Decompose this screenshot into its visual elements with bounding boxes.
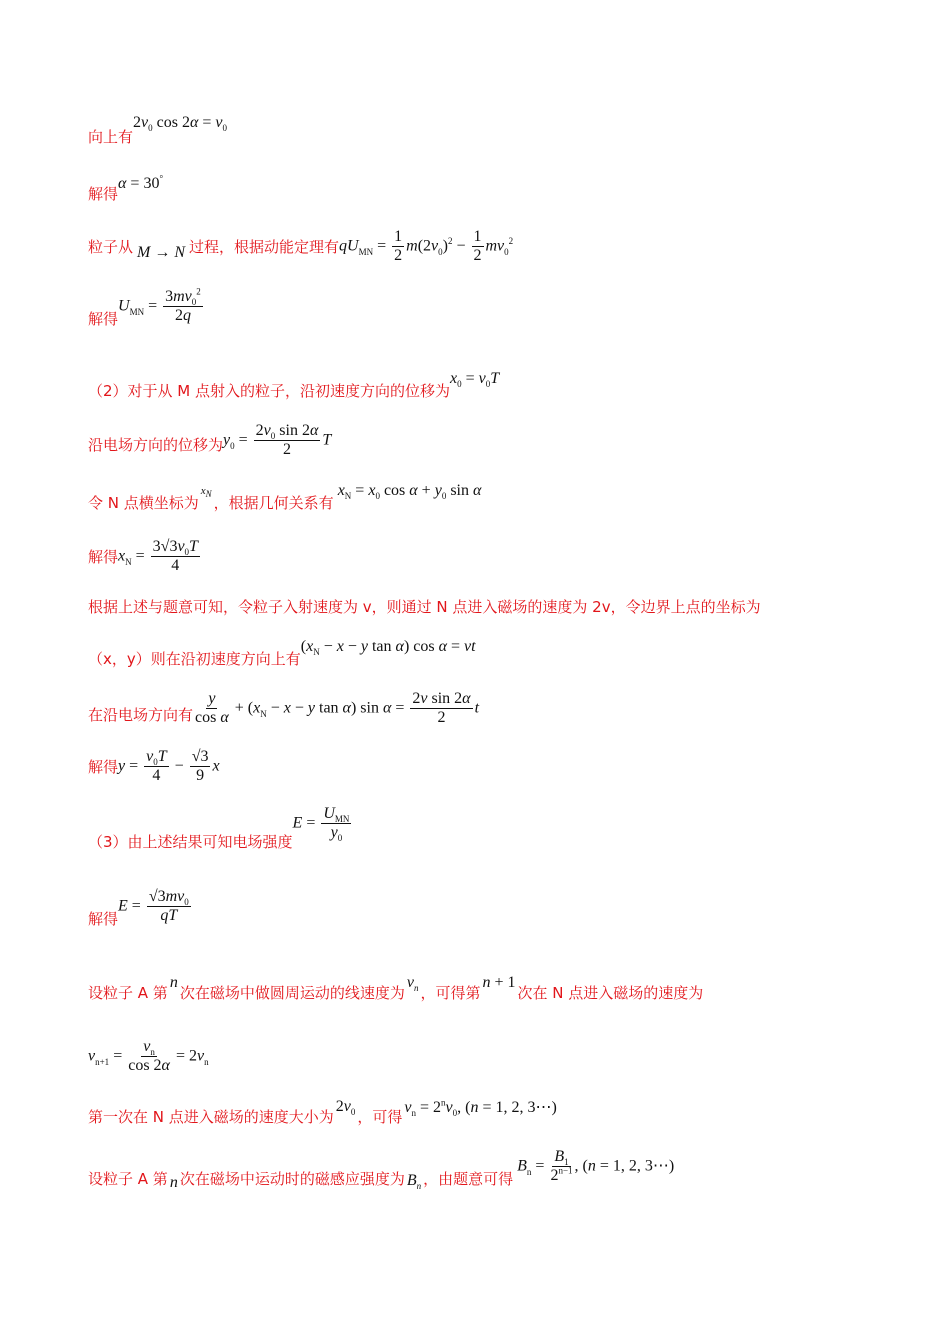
- var: $x_N$: [200, 484, 212, 499]
- text: 在沿电场方向有: [88, 706, 194, 725]
- line-9: [88, 596, 761, 617]
- formula: α = 30°: [118, 173, 164, 192]
- text: ，根据几何关系有: [213, 494, 334, 512]
- line-8: [88, 538, 202, 576]
- text: 次在磁场中运动时的磁感应强度为: [179, 1170, 405, 1189]
- line-7: [88, 480, 482, 512]
- text: 粒子从: [88, 238, 134, 257]
- formula: $\frac{y}{\text{cos α}}$ + ($x_N - x - y$ tan α) sin α = $\frac{\text{2v sin 2α}}{2}$ t: [195, 690, 480, 727]
- line-16: [88, 1038, 209, 1076]
- text: 设粒子 A 第: [88, 984, 168, 1002]
- var: $2v_0$: [335, 1097, 356, 1117]
- text: 次在 N 点进入磁场的速度为: [517, 984, 704, 1002]
- line-1: [88, 113, 227, 146]
- var: n + 1: [482, 973, 516, 991]
- text: 次在磁场中做圆周运动的线速度为: [179, 984, 405, 1002]
- line-13: [88, 805, 353, 852]
- text: 解得: [88, 548, 119, 567]
- text: ，由题意可得: [423, 1170, 514, 1189]
- text: 解得: [88, 910, 119, 929]
- formula: ($x_N - x - y$ tan α) cos α = vt: [300, 637, 476, 657]
- formula: E = $\frac{U_{MN}}{y_0}$: [292, 805, 350, 844]
- line-11: [88, 690, 479, 728]
- formula: $B_n$ = $\frac{B_1}{2^{n-1}}$ , (n = 1, 2, 3⋯): [517, 1148, 675, 1185]
- formula: $v_n = 2^nv_0$, (n = 1, 2, 3⋯): [404, 1097, 557, 1118]
- formula: $2v_0$ $\cos 2\alpha = v_0$: [133, 113, 227, 133]
- text: 第一次在 N 点进入磁场的速度大小为: [88, 1108, 334, 1126]
- line-14: [88, 888, 193, 929]
- text: 设粒子 A 第: [88, 1170, 168, 1189]
- var: n: [169, 973, 178, 991]
- line-4: [88, 286, 205, 329]
- var: n: [169, 1173, 178, 1191]
- line-5: [88, 368, 500, 400]
- text: 令 N 点横坐标为: [88, 494, 199, 512]
- formula: $U_{MN}$ = $\frac{3mv_0^2}{2q}$: [118, 286, 201, 325]
- line-3: [88, 228, 513, 266]
- formula: E = $\frac{√3mv_0}{qT}$: [118, 888, 189, 925]
- line-18: [88, 1148, 675, 1192]
- var: $B_n$: [406, 1171, 422, 1192]
- line-15: [88, 972, 704, 1002]
- formula: $x_0 = v_0T$: [450, 369, 500, 389]
- text: （x，y）则在沿初速度方向上有: [88, 650, 301, 668]
- text: 向上有: [88, 128, 134, 146]
- line-12: [88, 748, 220, 786]
- formula: y = $\frac{v_0T}{4}$ − $\frac{√3}{9}$ x: [118, 748, 220, 785]
- formula: $v_{n+1}$ = $\frac{v_n}{\cos 2\alpha}$ = $2v_n$: [88, 1038, 209, 1075]
- text: 解得: [88, 310, 119, 329]
- text: 解得: [88, 185, 119, 203]
- formula: $y_0$ = $\frac{2v_0 \sin 2\alpha}{2}$ T: [223, 422, 332, 459]
- path-formula: M → N: [137, 243, 186, 261]
- formula: $x_N$ = $\frac{3√3v_0T}{4}$: [118, 538, 198, 575]
- line-2: [88, 173, 164, 203]
- text: 沿电场方向的位移为: [88, 436, 224, 455]
- var: $v_n$: [406, 973, 419, 993]
- text: 解得: [88, 758, 119, 777]
- line-10: [88, 636, 476, 668]
- text: 过程，根据动能定理有: [189, 238, 340, 257]
- text: ，可得第: [420, 984, 481, 1002]
- line-17: [88, 1096, 557, 1126]
- formula: $qU_{MN}$ = $\frac{1}{2}$ $m(2v_0)^2$ − $\frac{1}{2}$ $mv_0^2$: [339, 228, 514, 265]
- text: 根据上述与题意可知，令粒子入射速度为 v，则通过 N 点进入磁场的速度为 2v，令边界上点的坐标为: [88, 598, 761, 616]
- text: ，可得: [357, 1108, 403, 1126]
- text: （2）对于从 M 点射入的粒子，沿初速度方向的位移为: [88, 382, 451, 400]
- formula: $x_N = x_0$ $\cos \alpha + y_0$ sin α: [337, 481, 482, 501]
- text: （3）由上述结果可知电场强度: [88, 833, 293, 852]
- line-6: [88, 422, 331, 460]
